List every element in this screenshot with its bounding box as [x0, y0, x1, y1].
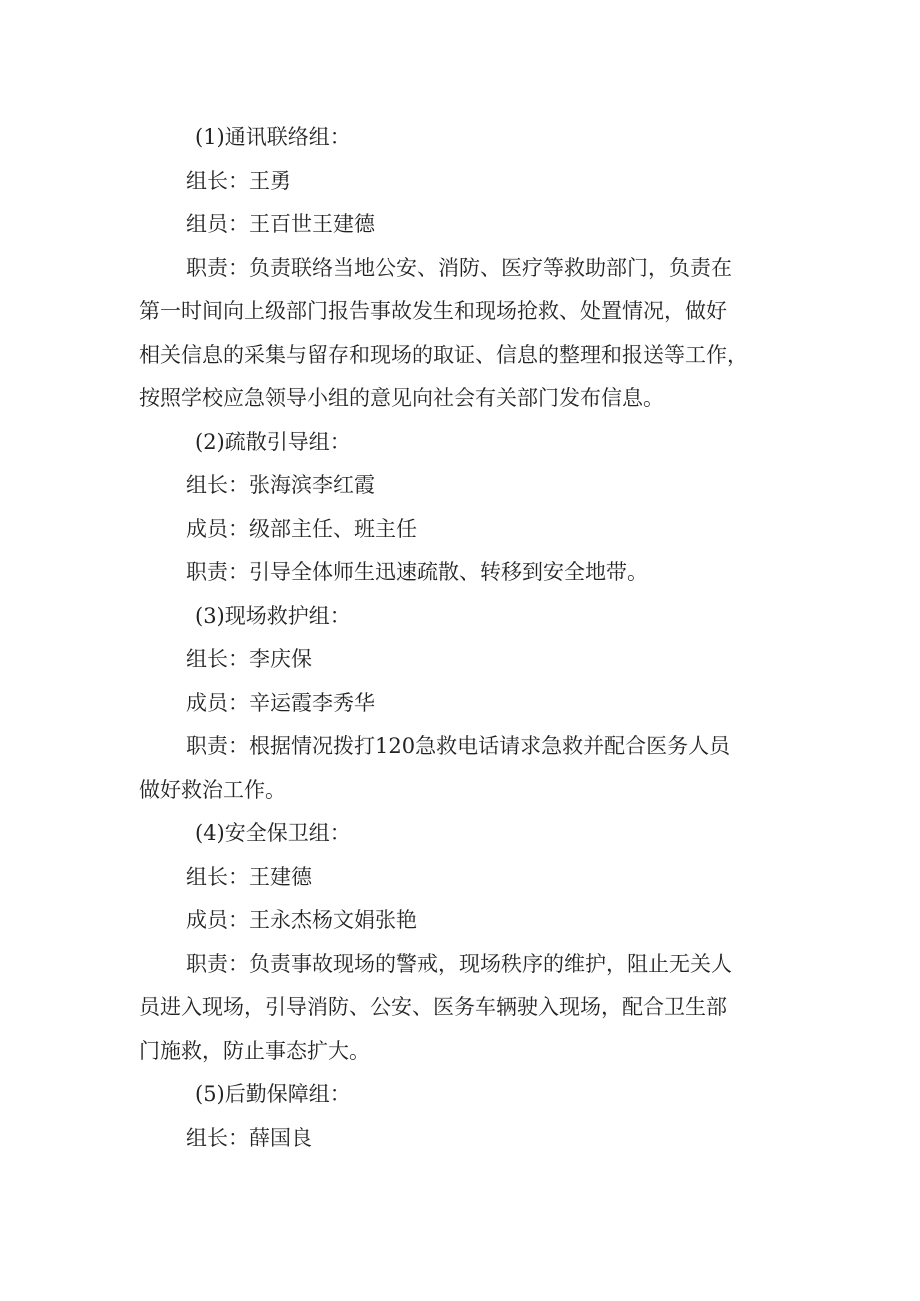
paragraph-line: 组长：李庆保 [186, 647, 312, 671]
paragraph-line: 组员：王百世王建德 [186, 212, 375, 236]
section-heading: (5)后勤保障组： [195, 1082, 351, 1106]
paragraph-line: 相关信息的采集与留存和现场的取证、信息的整理和报送等工作， [139, 342, 748, 367]
section-heading: (2)疏散引导组： [195, 429, 351, 454]
paragraph-line: 成员：级部主任、班主任 [186, 516, 417, 541]
paragraph-line: 门施救，防止事态扩大。 [139, 1038, 370, 1063]
paragraph-line: 组长：王建德 [186, 864, 312, 889]
paragraph-line: 职责：引导全体师生迅速疏散、转移到安全地带。 [186, 560, 648, 584]
paragraph-line: 职责：负责事故现场的警戒，现场秩序的维护，阻止无关人 [186, 951, 732, 976]
paragraph-line: 成员：辛运霞李秀华 [186, 690, 375, 715]
paragraph-line: 组长：薛国良 [186, 1125, 312, 1150]
paragraph-line: 组长：张海滨李红霞 [186, 473, 375, 497]
paragraph-line: 第一时间向上级部门报告事故发生和现场抢救、处置情况，做好 [139, 299, 727, 323]
paragraph-line: 组长：王勇 [186, 168, 291, 193]
section-heading: (3)现场救护组： [195, 603, 351, 628]
paragraph-line: 职责：根据情况拨打120急救电话请求急救并配合医务人员 [186, 734, 731, 758]
paragraph-line: 成员：王永杰杨文娟张艳 [186, 908, 417, 932]
paragraph-line: 职责：负责联络当地公安、消防、医疗等救助部门，负责在 [186, 255, 732, 280]
paragraph-line: 员进入现场，引导消防、公安、医务车辆驶入现场，配合卫生部 [139, 995, 727, 1019]
section-heading: (4)安全保卫组： [195, 821, 351, 845]
document-body [139, 116, 799, 1160]
paragraph-line: 做好救治工作。 [139, 777, 286, 802]
section-heading: (1)通讯联络组： [195, 125, 351, 149]
paragraph-line: 按照学校应急领导小组的意见向社会有关部门发布信息。 [139, 386, 664, 410]
